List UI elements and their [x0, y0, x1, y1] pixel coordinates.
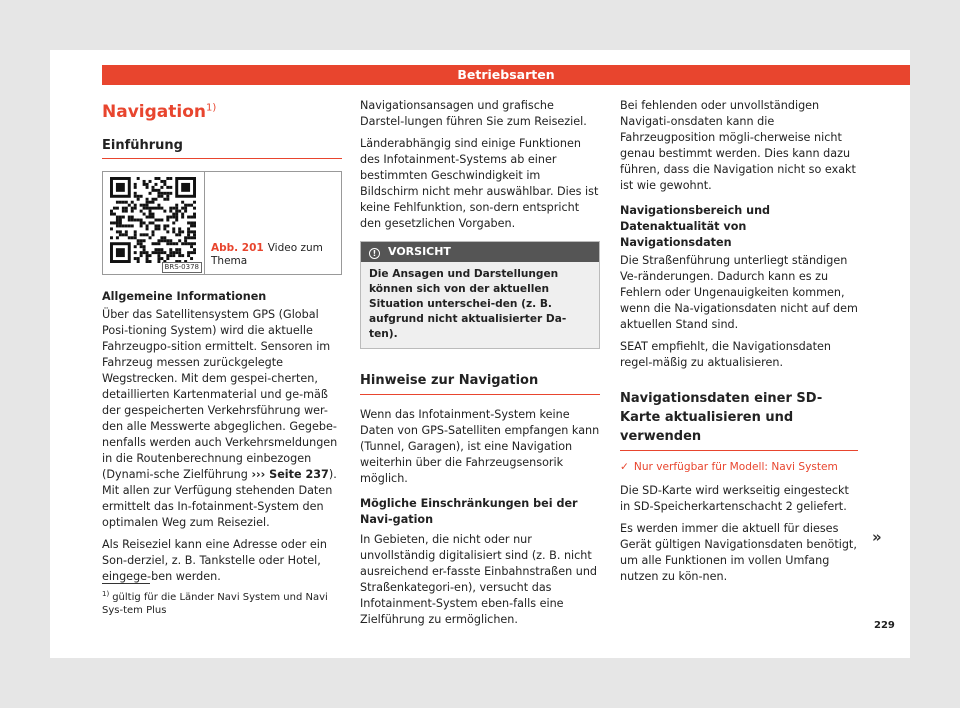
chapter-header: Betriebsarten — [102, 65, 910, 85]
heading-navigation-area: Navigationsbereich und Datenaktualität von Navigationsdaten — [620, 204, 771, 249]
figure-label: Abb. 201 — [211, 242, 264, 254]
warning-icon: ! — [369, 248, 380, 259]
availability-text: Nur verfügbar für Modell: Navi System — [633, 461, 838, 473]
paragraph-destination: Als Reiseziel kann eine Adresse oder ein Son-derziel, z. B. Tankstelle oder Hotel, eingege-ben werden. — [102, 538, 327, 583]
paragraph-sd-slot: Die SD-Karte wird werkseitig eingesteckt in SD-Speicherkartenschacht 2 geliefert. — [620, 484, 849, 513]
paragraph-gps-text: Über das Satellitensystem GPS (Global Posi-tioning System) wird die aktuelle Fahrzeugpo-sition ermittelt. Sensoren im Fahrzeug messen zurückgelegte Wegstrecken. Mit dem gespei-cherten, detaillierten Kartenmaterial und ge-mäß der gespeicherten Verkehrsführung wer-den alle Messwerte abgeglichen. Gegebe-nenfalls werden auch Verkehrsmeldungen in die Routenberechnung einbezogen (Dynami-sche Zielführung — [102, 308, 338, 481]
page-link[interactable]: ››› Seite 237 — [251, 468, 329, 481]
section-title-navigation — [102, 100, 342, 124]
section-title-sd-card: Navigationsdaten einer SD-Karte aktualisieren und verwenden — [620, 389, 858, 451]
paragraph-announcements: Navigationsansagen und grafische Darstel-lungen führen Sie zum Reiseziel. — [360, 99, 587, 128]
paragraph-current-data: Es werden immer die aktuell für dieses Gerät gültigen Navigationsdaten benötigt, um alle Funktionen im vollen Umfang nutzen zu kön-nen. — [620, 522, 857, 583]
paragraph-missing-data: Bei fehlenden oder unvollständigen Navigati-onsdaten kann die Fahrzeugposition mögli-cherweise nicht genau bestimmt werden. Dies kann dazu führen, dass die Navigation nicht so exakt ist wie gewohnt. — [620, 99, 856, 192]
paragraph-road-changes: Die Straßenführung unterliegt ständigen Ve-ränderungen. Dadurch kann es zu Fehlern oder Ungenauigkeiten kommen, wenn die Na-vigationsdaten nicht auf dem aktuellen Stand sind. — [620, 254, 858, 331]
checkmark-icon: ✓ — [620, 461, 629, 473]
footnote — [102, 591, 342, 617]
footnote-divider — [102, 583, 150, 584]
paragraph-country: Länderabhängig sind einige Funktionen des Infotainment-Systems ab einer bestimmten Geschwindigkeit im Bildschirm nicht mehr auswählbar. Dies ist keine Fehlfunktion, son-dern entspricht den gesetzlichen Vorgaben. — [360, 137, 599, 230]
column-1 — [102, 98, 342, 585]
subtitle-einfuehrung: Einführung — [102, 138, 342, 159]
manual-page — [50, 50, 910, 658]
column-3 — [620, 98, 858, 585]
navigation-title-text: Navigation — [102, 102, 206, 122]
heading-general-info: Allgemeine Informationen — [102, 290, 267, 303]
paragraph-gps — [102, 307, 342, 531]
paragraph-gps-reception: Wenn das Infotainment-System keine Daten von GPS-Satelliten empfangen kann (Tunnel, Garagen), ist eine Navigation weiterhin über die Fahrzeugsensorik möglich. — [360, 408, 600, 485]
availability-note — [620, 459, 858, 475]
page-number: 229 — [874, 620, 895, 631]
heading-limitations: Mögliche Einschränkungen bei der Navi-gation — [360, 497, 578, 526]
section-title-hinweise: Hinweise zur Navigation — [360, 371, 600, 395]
figure-code: BRS-0378 — [162, 262, 202, 273]
continue-mark: » — [872, 528, 882, 546]
paragraph-gps-end: ). Mit allen zur Verfügung stehenden Daten ermittelt das In-fotainment-System den optimalen Weg zum Reiseziel. — [102, 468, 337, 529]
caution-label: VORSICHT — [388, 245, 451, 258]
figure-video — [102, 171, 342, 275]
figure-caption — [211, 242, 339, 268]
footnote-ref: 1) — [205, 102, 217, 114]
footnote-mark: 1) — [102, 589, 110, 598]
caution-header — [361, 242, 599, 262]
caution-box — [360, 241, 600, 349]
caution-text: Die Ansagen und Darstellungen können sich von der aktuellen Situation unterschei-den (z. B. aufgrund nicht aktualisierter Da-ten). — [361, 262, 599, 348]
footnote-text: gültig für die Länder Navi System und Navi Sys-tem Plus — [102, 592, 328, 616]
figure-caption-text: Video zum Thema — [211, 242, 323, 267]
paragraph-seat-recommends: SEAT empfiehlt, die Navigationsdaten regel-mäßig zu aktualisieren. — [620, 340, 831, 369]
column-2 — [360, 98, 600, 628]
qr-code-icon[interactable] — [103, 172, 205, 274]
paragraph-digitalized: In Gebieten, die nicht oder nur unvollständig digitalisiert sind (z. B. nicht ausreichend er-fasste Einbahnstraßen und Straßenkategori-en), versucht das Infotainment-System eben-falls eine Zielführung zu ermöglichen. — [360, 533, 598, 626]
